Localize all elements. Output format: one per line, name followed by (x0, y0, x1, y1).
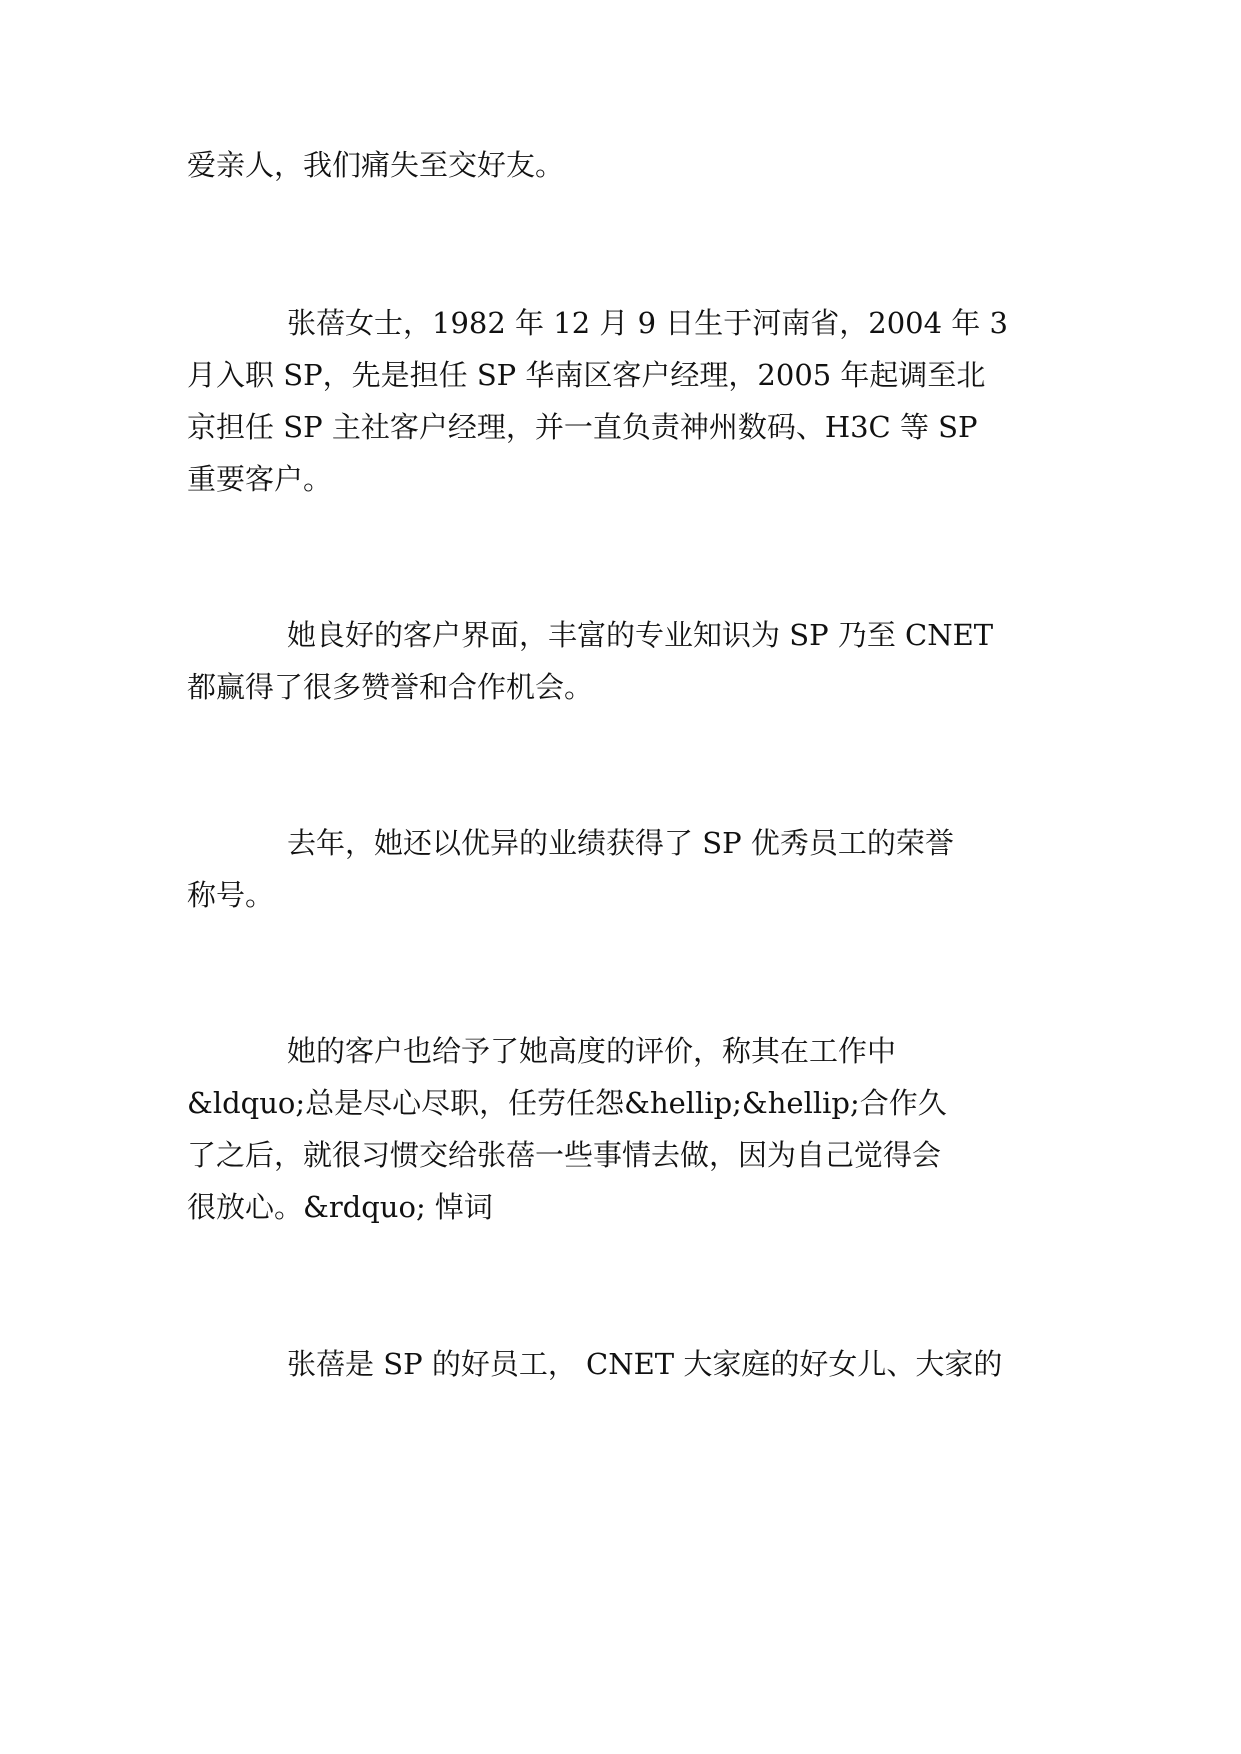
paragraph-line: 月入职 SP，先是担任 SP 华南区客户经理，2005 年起调至北 (187, 358, 986, 392)
paragraph-line: 去年，她还以优异的业绩获得了 SP 优秀员工的荣誉 (287, 826, 954, 860)
paragraph-line: 张蓓女士，1982 年 12 月 9 日生于河南省，2004 年 3 (287, 306, 1008, 340)
paragraph-line: 都赢得了很多赞誉和合作机会。 (187, 670, 594, 704)
paragraph-line: 她良好的客户界面，丰富的专业知识为 SP 乃至 CNET (287, 618, 994, 652)
paragraph-line: &ldquo;总是尽心尽职，任劳任怨&hellip;&hellip;合作久 (187, 1086, 947, 1120)
paragraph-line: 称号。 (187, 878, 275, 912)
paragraph-line: 爱亲人，我们痛失至交好友。 (187, 148, 565, 182)
paragraph-line: 京担任 SP 主社客户经理，并一直负责神州数码、H3C 等 SP (187, 410, 978, 444)
paragraph-line: 重要客户。 (187, 462, 333, 496)
paragraph-line: 很放心。&rdquo; 悼词 (187, 1190, 493, 1224)
paragraph-line: 张蓓是 SP 的好员工， CNET 大家庭的好女儿、大家的 (287, 1347, 1003, 1381)
paragraph-line: 了之后，就很习惯交给张蓓一些事情去做，因为自己觉得会 (187, 1138, 942, 1172)
paragraph-line: 她的客户也给予了她高度的评价，称其在工作中 (287, 1034, 897, 1068)
